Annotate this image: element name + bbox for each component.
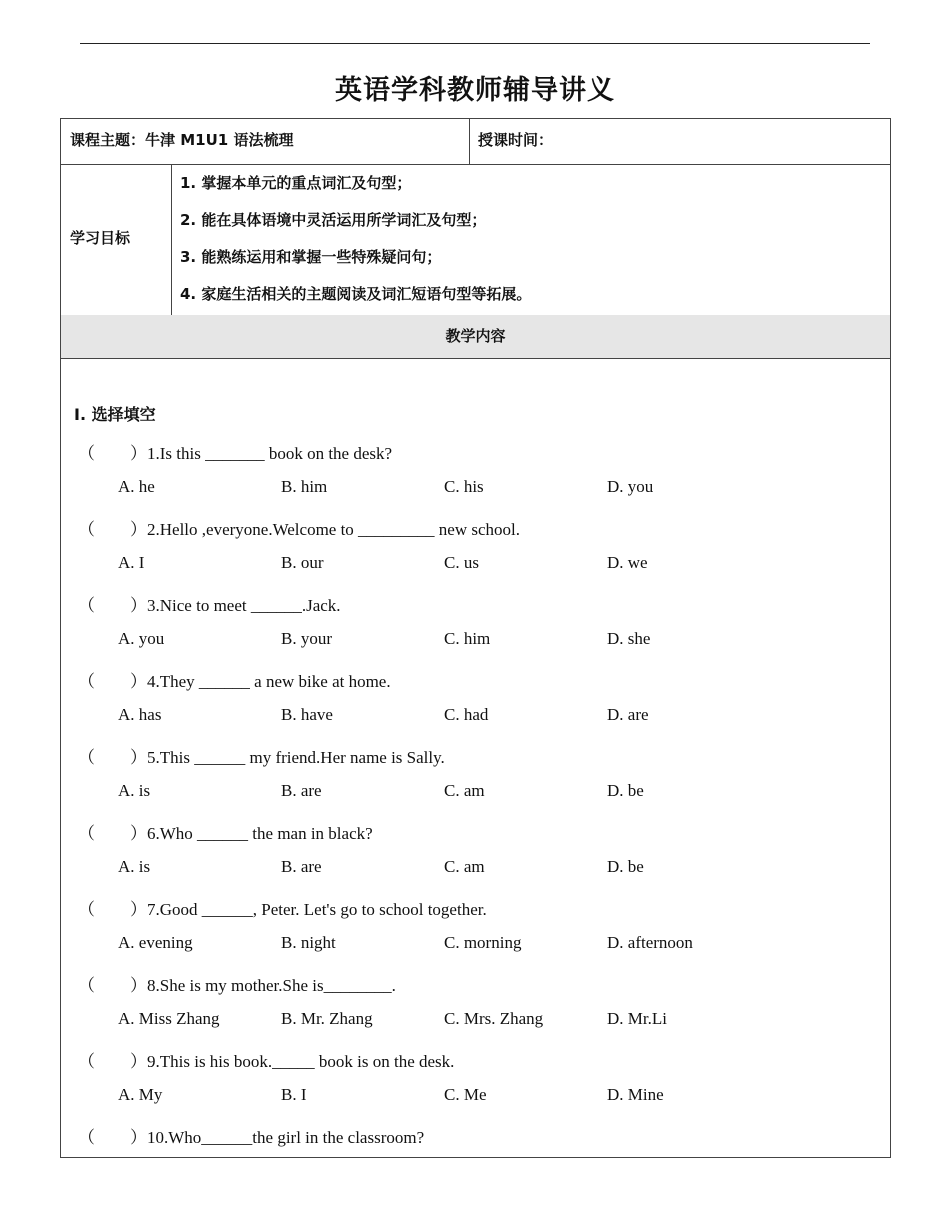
objective-item: 4. 家庭生活相关的主题阅读及词汇短语句型等拓展。 (180, 285, 532, 303)
question (78, 819, 373, 844)
objectives-label: 学习目标 (70, 229, 131, 247)
option-d: D. be (607, 781, 644, 800)
answer-paren-close: ） (130, 672, 147, 691)
column-divider (171, 164, 172, 315)
column-divider (469, 119, 470, 164)
option-a: A. he (118, 477, 155, 496)
option-d: D. be (607, 857, 644, 876)
option-b: B. are (281, 857, 322, 876)
answer-paren-open: （ (78, 444, 95, 463)
question-text: 2.Hello ,everyone.Welcome to _________ new school. (147, 520, 521, 539)
question (78, 667, 391, 692)
option-d: D. Mr.Li (607, 1009, 667, 1028)
document-title: 英语学科教师辅导讲义 (335, 75, 615, 106)
time-label: 授课时间： (478, 131, 554, 149)
question (78, 515, 520, 540)
question (78, 591, 341, 616)
question (78, 743, 445, 768)
objective-item: 1. 掌握本单元的重点词汇及句型； (180, 174, 412, 192)
option-d: D. she (607, 629, 651, 648)
answer-paren-open: （ (78, 976, 95, 995)
answer-paren-open: （ (78, 672, 95, 691)
option-a: A. I (118, 553, 145, 572)
option-b: B. have (281, 705, 333, 724)
question-text: 9.This is his book._____ book is on the desk. (147, 1052, 455, 1071)
option-c: C. had (444, 705, 489, 724)
option-c: C. him (444, 629, 491, 648)
row-divider (61, 358, 890, 359)
option-a: A. is (118, 781, 151, 800)
question-text: 1.Is this _______ book on the desk? (147, 444, 393, 463)
option-b: B. Mr. Zhang (281, 1009, 373, 1028)
question (78, 895, 487, 920)
lesson-table (60, 118, 891, 1158)
option-b: B. I (281, 1085, 307, 1104)
content-heading: 教学内容 (445, 327, 506, 345)
answer-paren-close: ） (130, 748, 147, 767)
option-c: C. am (444, 857, 485, 876)
option-c: C. us (444, 553, 479, 572)
option-b: B. him (281, 477, 328, 496)
option-a: A. has (118, 705, 162, 724)
question (78, 1123, 424, 1148)
option-c: C. Me (444, 1085, 487, 1104)
question-text: 5.This ______ my friend.Her name is Sally. (147, 748, 445, 767)
topic-value: 牛津 M1U1 语法梳理 (145, 131, 294, 149)
option-d: D. Mine (607, 1085, 664, 1104)
question-text: 7.Good ______, Peter. Let's go to school together. (147, 900, 487, 919)
option-c: C. Mrs. Zhang (444, 1009, 544, 1028)
answer-paren-close: ） (130, 1052, 147, 1071)
option-b: B. our (281, 553, 324, 572)
option-a: A. evening (118, 933, 193, 952)
answer-paren-close: ） (130, 824, 147, 843)
section-heading: Ⅰ. 选择填空 (74, 405, 156, 424)
option-c: C. am (444, 781, 485, 800)
option-d: D. you (607, 477, 654, 496)
question (78, 439, 392, 464)
option-c: C. his (444, 477, 484, 496)
answer-paren-close: ） (130, 596, 147, 615)
objective-item: 2. 能在具体语境中灵活运用所学词汇及句型； (180, 211, 487, 229)
question-text: 4.They ______ a new bike at home. (147, 672, 391, 691)
answer-paren-close: ） (130, 976, 147, 995)
option-c: C. morning (444, 933, 522, 952)
option-d: D. are (607, 705, 649, 724)
answer-paren-open: （ (78, 520, 95, 539)
answer-paren-open: （ (78, 596, 95, 615)
row-divider (61, 164, 890, 165)
option-b: B. night (281, 933, 336, 952)
answer-paren-close: ） (130, 444, 147, 463)
question (78, 1047, 454, 1072)
answer-paren-open: （ (78, 1052, 95, 1071)
question-text: 3.Nice to meet ______.Jack. (147, 596, 341, 615)
option-d: D. we (607, 553, 648, 572)
option-a: A. My (118, 1085, 163, 1104)
question-text: 10.Who______the girl in the classroom? (147, 1128, 425, 1147)
option-b: B. are (281, 781, 322, 800)
answer-paren-open: （ (78, 748, 95, 767)
option-a: A. you (118, 629, 165, 648)
answer-paren-open: （ (78, 824, 95, 843)
question (78, 971, 396, 996)
topic-cell (70, 129, 293, 150)
option-a: A. Miss Zhang (118, 1009, 220, 1028)
answer-paren-close: ） (130, 1128, 147, 1147)
question-text: 8.She is my mother.She is________. (147, 976, 396, 995)
option-b: B. your (281, 629, 332, 648)
answer-paren-open: （ (78, 900, 95, 919)
header-rule (80, 43, 870, 44)
answer-paren-open: （ (78, 1128, 95, 1147)
option-a: A. is (118, 857, 151, 876)
option-d: D. afternoon (607, 933, 693, 952)
topic-label: 课程主题： (70, 131, 146, 149)
answer-paren-close: ） (130, 520, 147, 539)
answer-paren-close: ） (130, 900, 147, 919)
question-text: 6.Who ______ the man in black? (147, 824, 373, 843)
objective-item: 3. 能熟练运用和掌握一些特殊疑问句； (180, 248, 442, 266)
